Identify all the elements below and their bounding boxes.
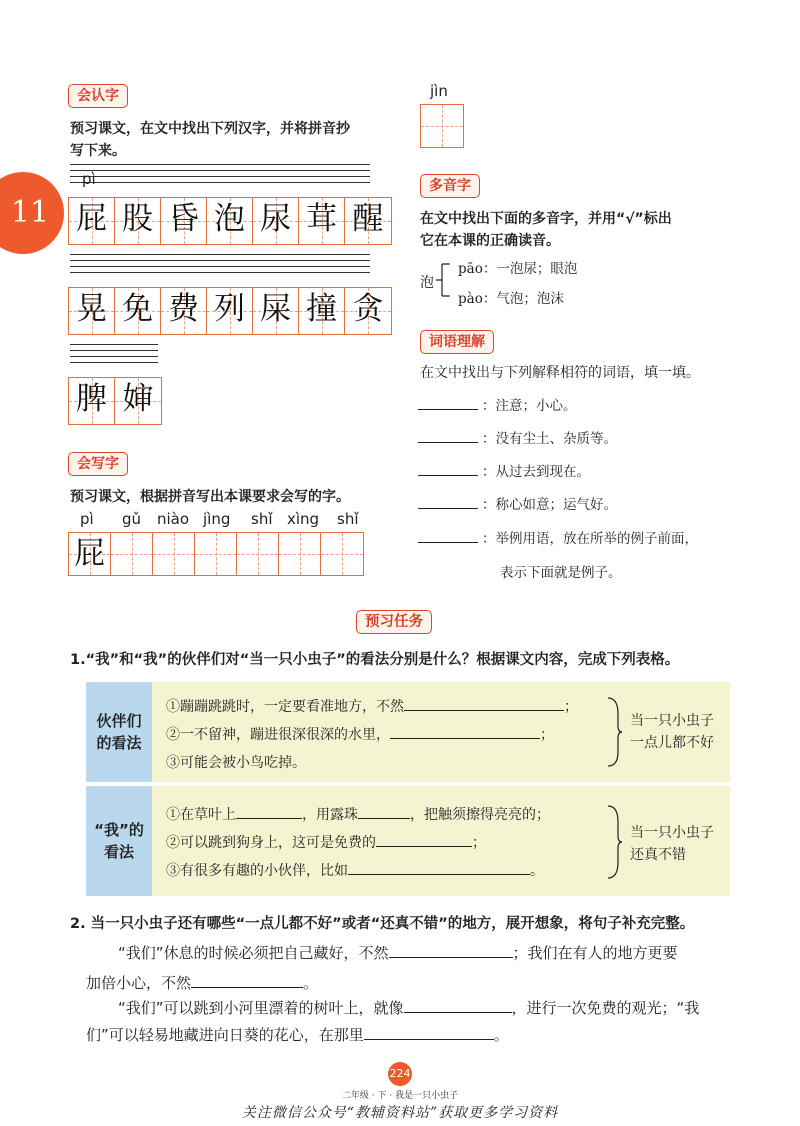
polyphone-char: 泡	[420, 275, 434, 291]
char-cell[interactable]	[321, 533, 363, 575]
recognize-row1-grid	[68, 197, 392, 245]
me-line-3: ③有很多有趣的小伙伴，比如 。	[166, 863, 544, 879]
char-cell[interactable]	[111, 533, 153, 575]
write-pinyin: shǐ	[251, 510, 273, 528]
me-body	[152, 786, 730, 896]
write-section-tag: 会写字	[68, 452, 128, 476]
answer-blank[interactable]	[236, 818, 302, 819]
char-cell[interactable]	[153, 533, 195, 575]
vocab-item-5-cont: 表示下面就是例子。	[500, 565, 622, 581]
polyphone-brace	[436, 258, 456, 302]
char-cell: 屁	[69, 198, 115, 244]
polyphone-reading-1	[458, 257, 577, 277]
vocab-item-4: ：称心如意；运气好。	[418, 493, 617, 513]
answer-blank[interactable]	[418, 508, 478, 509]
pinyin-lines-row3[interactable]	[70, 344, 158, 368]
paragraph-2-line-2: 们”可以轻易地藏进向日葵的花心，在那里 。	[86, 1026, 509, 1044]
vocab-section-tag: 词语理解	[420, 330, 494, 354]
reading-pinyin[interactable]: pāo	[458, 261, 483, 277]
me-line-2: ②可以跳到狗身上，这可是免费的 ；	[166, 835, 486, 851]
write-pinyin: xìng	[287, 510, 320, 528]
write-pinyin: gǔ	[122, 510, 142, 528]
paragraph-2-line-1: “我们”可以跳到小河里漂着的树叶上，就像 ，进行一次免费的观光；“我	[118, 999, 700, 1017]
vocab-item-5: ：举例用语，放在所举的例子前面，	[418, 527, 698, 547]
question-2: 2. 当一只小虫子还有哪些“一点儿都不好”或者“还真不错”的地方，展开想象，将句子补充完整。	[70, 916, 695, 932]
pinyin-lines-row2[interactable]	[70, 254, 370, 278]
char-cell: 贪	[345, 288, 391, 334]
me-brace	[606, 804, 622, 880]
reading-examples: ：一泡尿；眼泡	[482, 261, 578, 277]
polyphone-instruction-1: 在文中找出下面的多音字，并用“√”标出	[420, 211, 672, 227]
reading-examples: ：气泡；泡沫	[482, 291, 564, 307]
question-1: 1.“我”和“我”的伙伴们对“当一只小虫子”的看法分别是什么？根据课文内容，完成下列表格。	[70, 652, 680, 668]
char-cell: 醒	[345, 198, 391, 244]
answer-blank[interactable]	[418, 542, 478, 543]
char-cell[interactable]	[237, 533, 279, 575]
answer-blank[interactable]	[418, 409, 478, 410]
recognize-instruction-1: 预习课文，在文中找出下列汉字，并将拼音抄	[70, 121, 350, 137]
char-cell: 费	[161, 288, 207, 334]
answer-blank[interactable]	[364, 1039, 494, 1040]
polyphone-instruction-2: 它在本课的正确读音。	[420, 233, 560, 249]
char-cell[interactable]	[195, 533, 237, 575]
task-section-tag: 预习任务	[356, 610, 432, 634]
pinyin-lines-row1	[70, 164, 370, 188]
views-table	[86, 682, 730, 896]
page-number: 224	[388, 1062, 412, 1086]
write-grid[interactable]	[68, 532, 364, 576]
footer-notice: 关注微信公众号“教辅资料站”获取更多学习资料	[241, 1105, 559, 1121]
vocab-item-1: ：注意；小心。	[418, 394, 577, 414]
char-cell: 股	[115, 198, 161, 244]
partners-head: 伙伴们 的看法	[86, 682, 152, 782]
char-cell: 昏	[161, 198, 207, 244]
answer-blank[interactable]	[404, 1012, 512, 1013]
vocab-item-2: ：没有尘土、杂质等。	[418, 427, 617, 447]
char-cell: 屎	[253, 288, 299, 334]
answer-blank[interactable]	[390, 738, 540, 739]
reading-pinyin[interactable]: pào	[458, 291, 483, 307]
recognize-section-tag: 会认字	[68, 84, 128, 108]
partners-line-3: ③可能会被小鸟吃掉。	[166, 755, 306, 771]
answer-blank[interactable]	[348, 874, 530, 875]
answer-blank[interactable]	[404, 710, 564, 711]
lesson-number-badge: 11	[0, 172, 64, 254]
recognize-instruction-2: 写下来。	[70, 143, 126, 159]
char-cell: 列	[207, 288, 253, 334]
write-pinyin: shǐ	[337, 510, 359, 528]
vocab-instruction: 在文中找出与下列解释相符的词语，填一填。	[420, 365, 700, 381]
recognize-row2-grid	[68, 287, 392, 335]
me-line-1: ①在草叶上 ，用露珠 ，把触须擦得亮亮的；	[166, 807, 550, 823]
vocab-item-3: ：从过去到现在。	[418, 460, 590, 480]
char-cell: 撞	[299, 288, 345, 334]
me-head: “我”的 看法	[86, 786, 152, 896]
paragraph-1-line-2: 加倍小心，不然 。	[86, 974, 319, 992]
char-cell: 茸	[299, 198, 345, 244]
answer-blank[interactable]	[358, 818, 410, 819]
write-pinyin: jìng	[203, 510, 231, 528]
write-pinyin: pì	[80, 510, 94, 528]
paragraph-1-line-1: “我们”休息的时候必须把自己藏好，不然 ；我们在有人的地方更要	[118, 944, 678, 962]
answer-blank[interactable]	[418, 475, 478, 476]
char-cell[interactable]	[421, 105, 463, 147]
char-cell: 免	[115, 288, 161, 334]
footer-caption: 二年级 · 下 · 我是一只小虫子	[341, 1091, 459, 1101]
char-cell: 脾	[69, 378, 115, 424]
char-cell: 婶	[115, 378, 161, 424]
partners-line-1: ①蹦蹦跳跳时，一定要看准地方，不然 ；	[166, 699, 578, 715]
extra-pinyin: jìn	[430, 82, 448, 100]
answer-blank[interactable]	[389, 957, 513, 958]
answer-blank[interactable]	[191, 987, 303, 988]
extra-char-grid[interactable]	[420, 104, 464, 148]
write-pinyin: niào	[157, 510, 190, 528]
partners-line-2: ②一不留神，蹦进很深很深的水里， ；	[166, 727, 554, 743]
partners-conclusion: 当一只小虫子 一点儿都不好	[630, 713, 714, 751]
answer-blank[interactable]	[418, 442, 478, 443]
partners-body	[152, 682, 730, 782]
partners-brace	[606, 696, 622, 768]
polyphone-section-tag: 多音字	[420, 174, 480, 198]
char-cell: 泡	[207, 198, 253, 244]
answer-blank[interactable]	[376, 846, 472, 847]
char-cell: 晃	[69, 288, 115, 334]
me-conclusion: 当一只小虫子 还真不错	[630, 825, 714, 863]
recognize-row3-grid	[68, 377, 162, 425]
row1-pinyin-answer: pì	[82, 170, 96, 188]
char-cell[interactable]	[279, 533, 321, 575]
char-cell[interactable]: 屁	[69, 533, 111, 575]
write-instruction: 预习课文，根据拼音写出本课要求会写的字。	[70, 489, 350, 505]
polyphone-reading-2	[458, 287, 564, 307]
char-cell: 尿	[253, 198, 299, 244]
